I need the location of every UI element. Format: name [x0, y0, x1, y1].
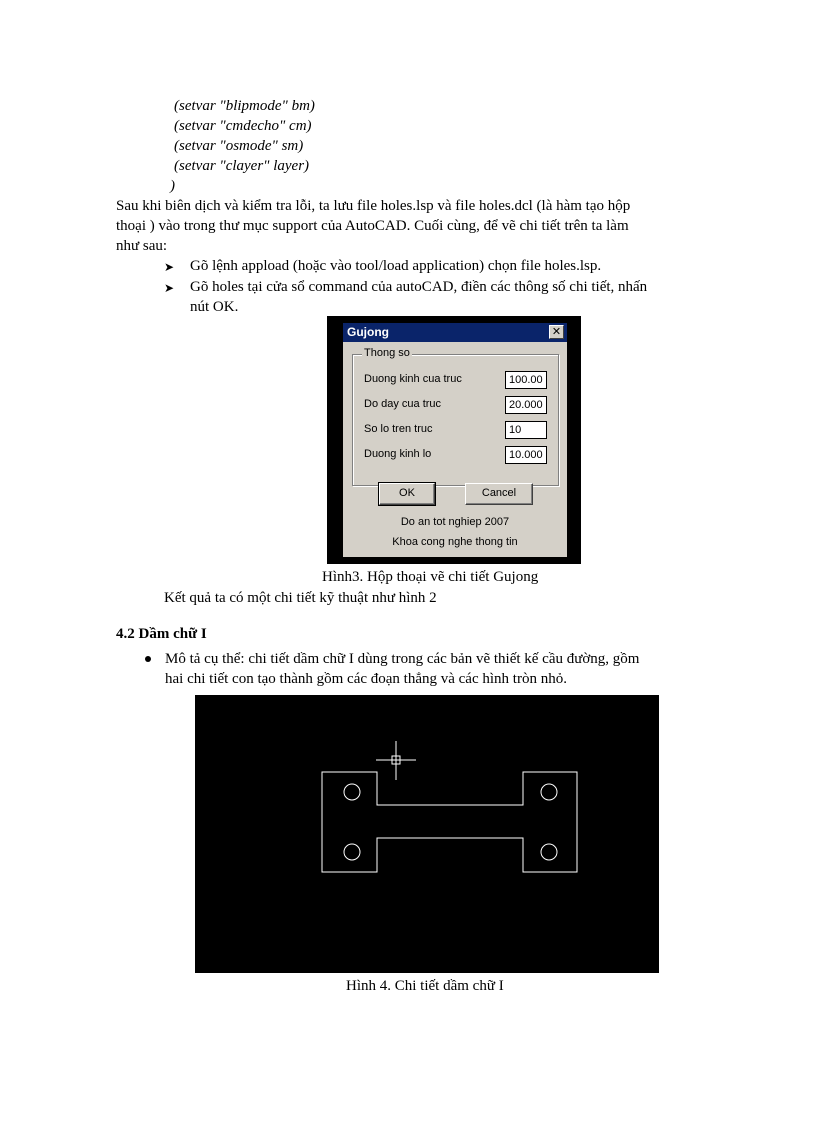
- i-beam-drawing: [195, 695, 659, 973]
- paragraph-line-3: như sau:: [116, 238, 168, 254]
- hole-bottom-right: [541, 844, 557, 860]
- bullet-1: Gõ lệnh appload (hoặc vào tool/load application) chọn file holes.lsp.: [190, 258, 602, 274]
- result-text: Kết quả ta có một chi tiết kỹ thuật như hình 2: [164, 590, 437, 606]
- figure-3-caption: Hình3. Hộp thoại vẽ chi tiết Gujong: [322, 569, 539, 585]
- code-line-4: (setvar "clayer" layer): [174, 158, 310, 174]
- close-icon[interactable]: ✕: [549, 325, 564, 339]
- code-line-1: (setvar "blipmode" bm): [174, 98, 315, 114]
- shaft-thickness-input[interactable]: 20.000: [505, 396, 547, 414]
- dialog-footer-1: Do an tot nghiep 2007: [400, 516, 510, 528]
- gujong-dialog: [343, 323, 567, 557]
- hole-count-input[interactable]: 10: [505, 421, 547, 439]
- field-label-shaft-thickness: Do day cua truc: [364, 398, 442, 410]
- code-line-5: ): [170, 178, 175, 194]
- crosshair-icon: [376, 741, 416, 780]
- field-label-shaft-diameter: Duong kinh cua truc: [364, 373, 462, 385]
- paragraph-line-1: Sau khi biên dịch và kiểm tra lỗi, ta lưu file holes.lsp và file holes.dcl (là hàm tạo hộp: [116, 198, 631, 214]
- bullet-dot-icon: [145, 656, 151, 662]
- cancel-button[interactable]: Cancel: [465, 483, 533, 505]
- group-label: Thong so: [364, 347, 410, 359]
- figure-4-caption: Hình 4. Chi tiết dầm chữ I: [346, 978, 504, 994]
- code-line-3: (setvar "osmode" sm): [174, 138, 304, 154]
- arrow-bullet-icon: ➤: [164, 260, 175, 274]
- field-label-hole-count: So lo tren truc: [364, 423, 433, 435]
- section-bullet-line-2: hai chi tiết con tạo thành gồm các đoạn thẳng và các hình tròn nhỏ.: [165, 671, 567, 687]
- dialog-titlebar: [343, 323, 567, 342]
- i-beam-outline: [322, 772, 577, 872]
- bullet-2-line-1: Gõ holes tại cửa sổ command của autoCAD, điền các thông số chi tiết, nhấn: [190, 279, 648, 295]
- section-heading: 4.2 Dầm chữ I: [116, 626, 207, 642]
- bullet-2-line-2: nút OK.: [190, 299, 239, 315]
- dialog-title: Gujong: [347, 325, 389, 339]
- hole-top-right: [541, 784, 557, 800]
- hole-diameter-input[interactable]: 10.000: [505, 446, 547, 464]
- ok-button[interactable]: OK: [379, 483, 435, 505]
- paragraph-line-2: thoại ) vào trong thư mục support của AutoCAD. Cuối cùng, để vẽ chi tiết trên ta làm: [116, 218, 629, 234]
- cad-drawing: [195, 695, 659, 973]
- arrow-bullet-icon: ➤: [164, 281, 175, 295]
- shaft-diameter-input[interactable]: 100.00: [505, 371, 547, 389]
- section-bullet-line-1: Mô tả cụ thể: chi tiết dầm chữ I dùng trong các bản vẽ thiết kế cầu đường, gồm: [165, 651, 640, 667]
- hole-bottom-left: [344, 844, 360, 860]
- hole-top-left: [344, 784, 360, 800]
- dialog-footer-2: Khoa cong nghe thong tin: [392, 536, 518, 548]
- code-line-2: (setvar "cmdecho" cm): [174, 118, 312, 134]
- field-label-hole-diameter: Duong kinh lo: [364, 448, 432, 460]
